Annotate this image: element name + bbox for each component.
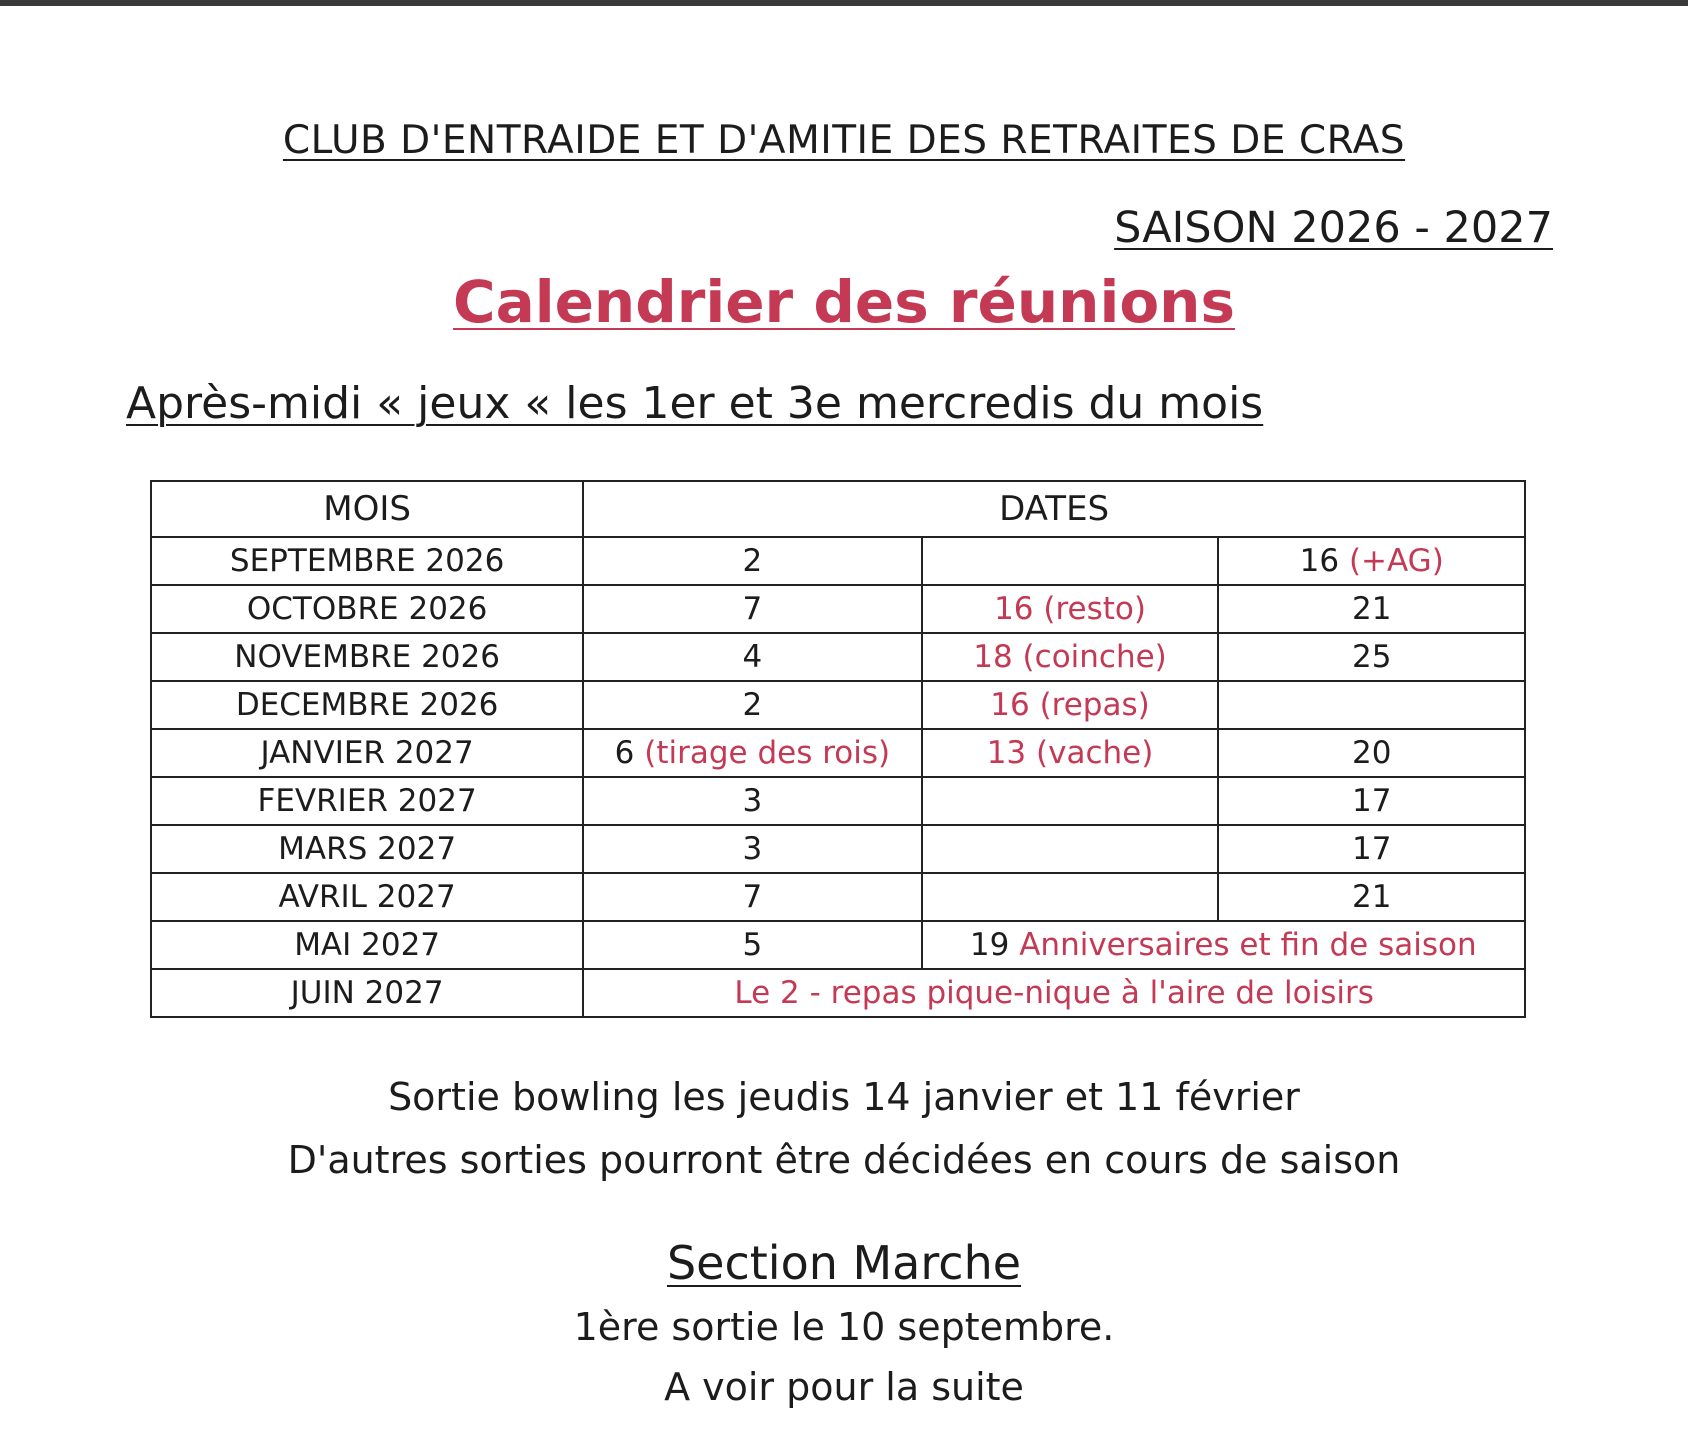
mois-cell <box>151 825 583 873</box>
month-label: FEVRIER 2027 <box>257 783 477 819</box>
table-row <box>151 969 1525 1017</box>
marche-followup: A voir pour la suite <box>664 1365 1024 1409</box>
date-cell <box>922 585 1219 633</box>
month-label: SEPTEMBRE 2026 <box>229 543 505 579</box>
date-value: 3 <box>742 831 763 867</box>
mois-cell <box>151 873 583 921</box>
date-value: 7 <box>742 591 763 627</box>
table-row <box>151 921 1525 969</box>
date-note: 16 (repas) <box>990 687 1150 723</box>
date-cell <box>583 585 921 633</box>
date-value: 3 <box>742 783 763 819</box>
mois-cell: JUIN 2027 <box>151 969 583 1017</box>
date-cell <box>1218 633 1525 681</box>
calendar-title: Calendrier des réunions <box>453 268 1235 336</box>
mois-cell <box>151 777 583 825</box>
month-label: MARS 2027 <box>278 831 457 867</box>
date-cell <box>922 681 1219 729</box>
date-cell <box>583 537 921 585</box>
scan-edge-line <box>0 0 1688 6</box>
month-label: NOVEMBRE 2026 <box>234 639 500 675</box>
date-cell <box>922 777 1219 825</box>
mois-cell <box>151 537 583 585</box>
schedule-table <box>150 480 1526 1018</box>
date-cell <box>583 633 921 681</box>
date-cell <box>583 873 921 921</box>
date-value: 20 <box>1352 735 1392 771</box>
date-note-cell <box>922 921 1525 969</box>
table-header-row <box>151 481 1525 537</box>
mois-cell <box>151 585 583 633</box>
table-row <box>151 825 1525 873</box>
header-dates: DATES <box>583 481 1525 537</box>
date-cell <box>583 825 921 873</box>
date-cell <box>1218 825 1525 873</box>
table-row <box>151 777 1525 825</box>
date-value: 25 <box>1352 639 1392 675</box>
date-value: 4 <box>742 639 763 675</box>
date-cell <box>922 729 1219 777</box>
table-row <box>151 729 1525 777</box>
date-note: (+AG) <box>1348 543 1444 579</box>
table-row <box>151 633 1525 681</box>
mois-cell <box>151 729 583 777</box>
table-row <box>151 537 1525 585</box>
date-cell <box>583 729 921 777</box>
date-value: 17 <box>1352 831 1392 867</box>
date-note-cell: Le 2 - repas pique-nique à l'aire de loisirs <box>583 969 1525 1017</box>
date-value: 2 <box>742 543 763 579</box>
month-label: AVRIL 2027 <box>278 879 456 915</box>
date-value: 16 <box>1299 543 1340 579</box>
date-value: 19 <box>969 927 1010 963</box>
header-mois: MOIS <box>151 481 583 537</box>
mois-cell <box>151 633 583 681</box>
month-label: JANVIER 2027 <box>260 735 474 771</box>
date-cell: 5 <box>583 921 921 969</box>
date-value: 17 <box>1352 783 1392 819</box>
date-cell <box>1218 681 1525 729</box>
date-value: 21 <box>1352 879 1392 915</box>
table-row <box>151 681 1525 729</box>
date-value: 7 <box>742 879 763 915</box>
marche-first-outing: 1ère sortie le 10 septembre. <box>573 1305 1115 1349</box>
mois-cell: MAI 2027 <box>151 921 583 969</box>
date-cell <box>1218 537 1525 585</box>
date-cell <box>922 633 1219 681</box>
month-label: OCTOBRE 2026 <box>246 591 488 627</box>
date-value: 21 <box>1352 591 1392 627</box>
other-outings: D'autres sorties pourront être décidées en cours de saison <box>287 1138 1401 1182</box>
date-cell <box>1218 777 1525 825</box>
date-cell <box>583 777 921 825</box>
date-note: 13 (vache) <box>986 735 1154 771</box>
date-note: (tirage des rois) <box>644 735 891 771</box>
marche-section-title: Section Marche <box>666 1236 1022 1290</box>
date-value: 2 <box>742 687 763 723</box>
date-note: Anniversaires et fin de saison <box>1019 927 1477 963</box>
date-cell <box>1218 729 1525 777</box>
date-cell <box>1218 585 1525 633</box>
table-row <box>151 585 1525 633</box>
month-label: DECEMBRE 2026 <box>235 687 499 723</box>
date-cell <box>1218 873 1525 921</box>
date-cell <box>922 825 1219 873</box>
table-row <box>151 873 1525 921</box>
date-note: 16 (resto) <box>994 591 1146 627</box>
date-value: 6 <box>614 735 635 771</box>
bowling-outing: Sortie bowling les jeudis 14 janvier et 11 février <box>388 1075 1300 1119</box>
date-cell <box>922 873 1219 921</box>
date-note: 18 (coinche) <box>973 639 1167 675</box>
date-cell <box>583 681 921 729</box>
season-label: SAISON 2026 - 2027 <box>1114 203 1553 253</box>
date-cell <box>922 537 1219 585</box>
club-heading: CLUB D'ENTRAIDE ET D'AMITIE DES RETRAITES DE CRAS <box>282 118 1406 163</box>
mois-cell <box>151 681 583 729</box>
games-subtitle: Après-midi « jeux « les 1er et 3e mercredis du mois <box>126 378 1264 429</box>
